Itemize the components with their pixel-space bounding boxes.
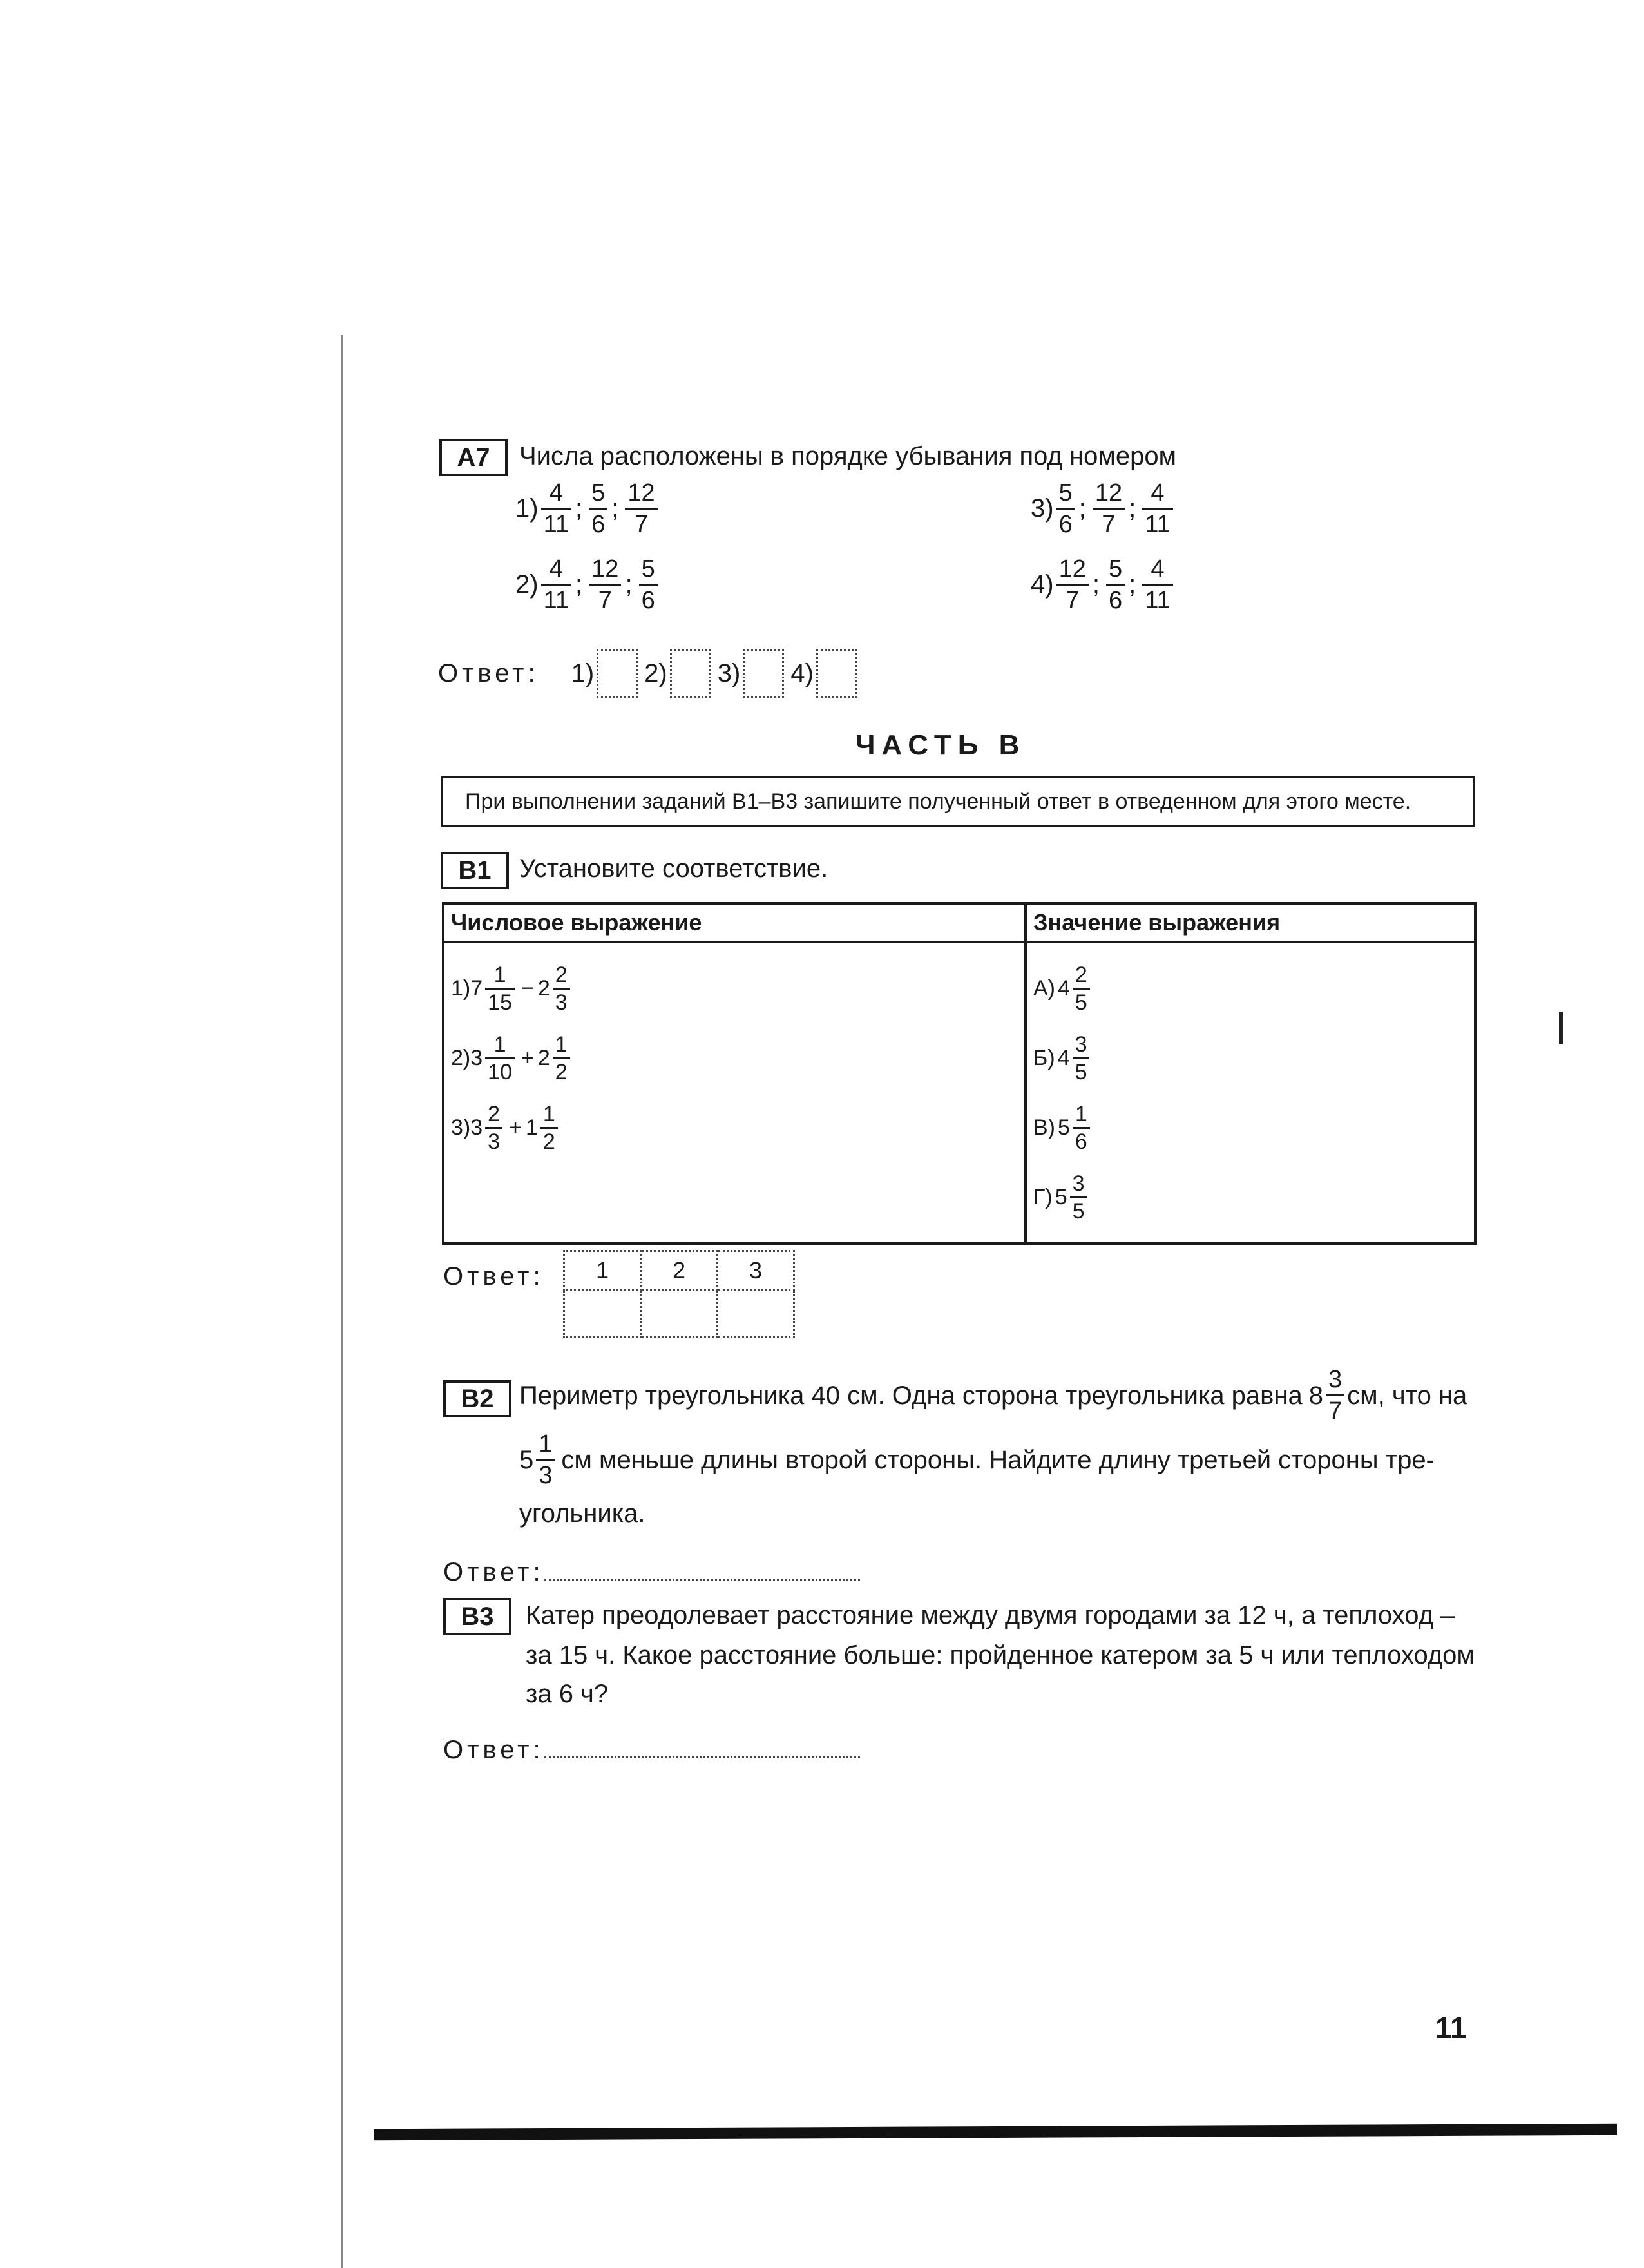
fraction: $\frac{12}{7}$ (1093, 478, 1125, 539)
fraction: $\frac{12}{7}$ (1056, 554, 1089, 615)
b2-line-1: Периметр треугольника 40 см. Одна сторона треугольника равна 8 $\frac{3}{7}$ см, что на (519, 1366, 1467, 1425)
fraction: $\frac{4}{11}$ (541, 554, 571, 615)
fraction: $\frac{4}{11}$ (1142, 554, 1172, 615)
b3-line-3: за 6 ч? (526, 1680, 609, 1708)
values-cell (1026, 942, 1475, 1244)
answer-checkbox-3[interactable] (743, 649, 784, 698)
answer-grid-cell-2[interactable] (641, 1291, 718, 1338)
bottom-rule (374, 2124, 1617, 2140)
b3-answer-row (443, 1732, 860, 1766)
answer-grid-cell-1[interactable] (564, 1291, 641, 1338)
fraction: $\frac{5}{6}$ (639, 554, 658, 615)
b1-matching-table (442, 902, 1477, 1245)
task-label-b2: В2 (443, 1380, 511, 1418)
expression-item: 1) 7 $\frac{1}{15}$ − 2 $\frac{2}{3}$ (451, 954, 1018, 1023)
fraction: $\frac{12}{7}$ (589, 554, 621, 615)
col-header-expression: Числовое выражение (443, 903, 1026, 942)
answer-grid-header: 1 (564, 1251, 641, 1291)
option-number: 1) (515, 494, 539, 523)
fraction: $\frac{4}{11}$ (1142, 478, 1172, 539)
b3-line-1: Катер преодолевает расстояние между двумя городами за 12 ч, а теплоход – (526, 1601, 1455, 1629)
b2-line-2: 5 $\frac{1}{3}$ см меньше длины второй стороны. Найдите длину третьей стороны тре- (519, 1430, 1435, 1489)
answer-grid-cell-3[interactable] (718, 1291, 794, 1338)
b1-answer-grid (563, 1250, 795, 1338)
part-b-title: ЧАСТЬ В (855, 729, 1026, 761)
a7-answer-row (438, 649, 864, 698)
b1-question: Установите соответствие. (519, 854, 828, 883)
option-number: 2) (515, 570, 539, 599)
answer-checkbox-1[interactable] (597, 649, 638, 698)
a7-option-2: 2) $\frac{4}{11}$ ; $\frac{12}{7}$ ; $\frac{5}{6}$ (515, 554, 660, 615)
answer-grid-header: 3 (718, 1251, 794, 1291)
answer-grid-header: 2 (641, 1251, 718, 1291)
answer-option-label: 3) (717, 659, 741, 687)
expressions-cell (443, 942, 1026, 1244)
answer-input-line[interactable] (544, 1554, 860, 1581)
answer-label: Ответ: (443, 1736, 544, 1764)
value-item: А) 4 $\frac{2}{5}$ (1033, 954, 1467, 1023)
a7-option-3: 3) $\frac{5}{6}$ ; $\frac{12}{7}$ ; $\frac{4}{11}$ (1031, 478, 1176, 539)
left-binding-line (341, 335, 343, 2268)
answer-option-label: 4) (790, 659, 814, 687)
fraction: $\frac{5}{6}$ (589, 478, 607, 539)
value-item: Б) 4 $\frac{3}{5}$ (1033, 1023, 1467, 1093)
fraction: $\frac{12}{7}$ (625, 478, 657, 539)
value-item: Г) 5 $\frac{3}{5}$ (1033, 1162, 1467, 1232)
b2-answer-row (443, 1554, 860, 1588)
scan-mark (1559, 1012, 1563, 1044)
answer-option-label: 2) (644, 659, 667, 687)
a7-option-1: 1) $\frac{4}{11}$ ; $\frac{5}{6}$ ; $\frac{12}{7}$ (515, 478, 660, 539)
answer-checkbox-4[interactable] (816, 649, 857, 698)
a7-question: Числа расположены в порядке убывания под номером (519, 442, 1177, 470)
answer-input-line[interactable] (544, 1732, 860, 1758)
task-label-a7: А7 (439, 439, 508, 476)
fraction: $\frac{5}{6}$ (1106, 554, 1125, 615)
a7-option-4: 4) $\frac{12}{7}$ ; $\frac{5}{6}$ ; $\frac{4}{11}$ (1031, 554, 1176, 615)
answer-label: Ответ: (438, 659, 539, 687)
col-header-value: Значение выражения (1026, 903, 1475, 942)
option-number: 3) (1031, 494, 1054, 523)
value-item: В) 5 $\frac{1}{6}$ (1033, 1093, 1467, 1162)
expression-item: 3) 3 $\frac{2}{3}$ + 1 $\frac{1}{2}$ (451, 1093, 1018, 1162)
part-b-instructions: При выполнении заданий В1–В3 запишите полученный ответ в отведенном для этого месте. (441, 776, 1475, 827)
page-number: 11 (1435, 2011, 1467, 2044)
fraction: $\frac{4}{11}$ (541, 478, 571, 539)
b2-line-3: угольника. (519, 1499, 645, 1528)
task-label-b3: В3 (443, 1598, 511, 1635)
b1-answer-label: Ответ: (443, 1262, 544, 1291)
expression-item: 2) 3 $\frac{1}{10}$ + 2 $\frac{1}{2}$ (451, 1023, 1018, 1093)
task-label-b1: В1 (441, 852, 509, 889)
answer-option-label: 1) (571, 659, 595, 687)
b3-line-2: за 15 ч. Какое расстояние больше: пройденное катером за 5 ч или теплоходом (526, 1641, 1475, 1669)
option-number: 4) (1031, 570, 1054, 599)
answer-label: Ответ: (443, 1558, 544, 1586)
fraction: $\frac{5}{6}$ (1056, 478, 1075, 539)
answer-checkbox-2[interactable] (670, 649, 711, 698)
